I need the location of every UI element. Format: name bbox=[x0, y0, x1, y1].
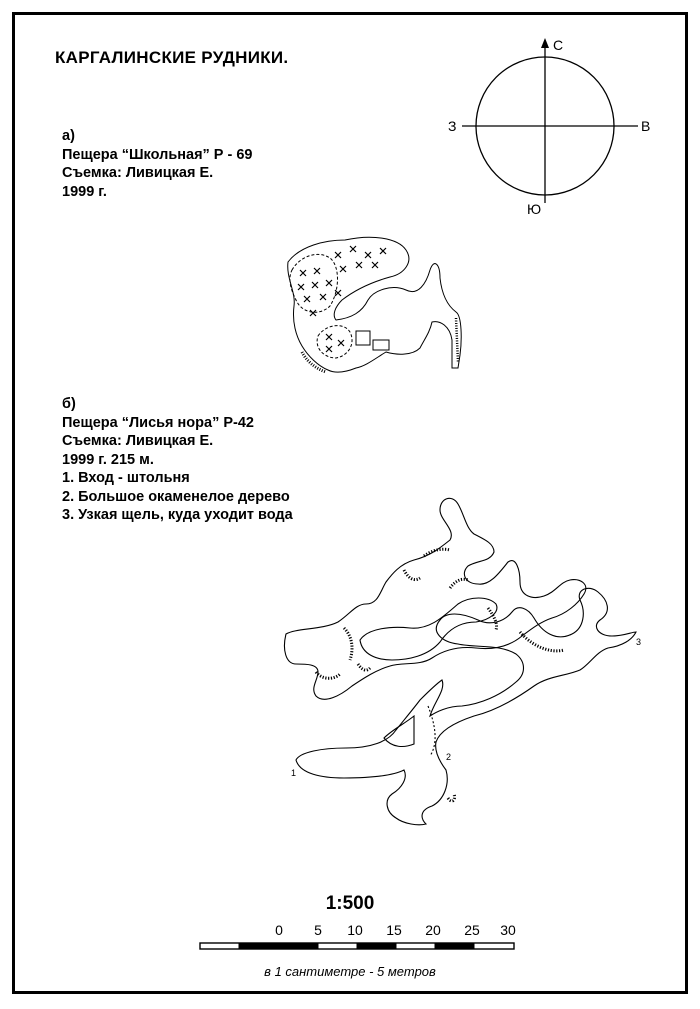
cave-a-name: Пещера “Школьная” Р - 69 bbox=[62, 146, 253, 163]
cave-b-point-2: 2 bbox=[446, 752, 452, 762]
cave-b-upper-hall bbox=[284, 498, 585, 699]
compass-west-label: З bbox=[448, 118, 457, 134]
cave-a-plan bbox=[288, 237, 461, 372]
cave-b-legend-item-2: 2. Большое окаменелое дерево bbox=[62, 488, 290, 505]
cave-b-point-1: 1 bbox=[291, 768, 297, 778]
cave-a-letter: а) bbox=[62, 128, 75, 144]
cave-b-legend-item-1: 1. Вход - штольня bbox=[62, 470, 190, 486]
cave-b-outline bbox=[296, 588, 636, 824]
scale-tick-5: 5 bbox=[314, 922, 322, 938]
scale-seg-8 bbox=[474, 943, 514, 949]
cave-b-rib bbox=[384, 716, 414, 746]
scale-bar bbox=[200, 943, 514, 949]
scale-seg-7 bbox=[435, 943, 474, 949]
cave-b-point-3: 3 bbox=[636, 637, 642, 647]
cave-a-rubble bbox=[302, 352, 326, 372]
cave-a-rubble-2 bbox=[456, 318, 458, 362]
scale-seg-1 bbox=[200, 943, 239, 949]
scale-seg-6 bbox=[396, 943, 435, 949]
compass-rose bbox=[462, 38, 638, 203]
scale-seg-4 bbox=[318, 943, 357, 949]
scale-tick-10: 10 bbox=[347, 922, 363, 938]
compass-south-label: Ю bbox=[527, 201, 542, 217]
cave-b-year: 1999 г. 215 м. bbox=[62, 451, 154, 468]
cave-b-letter: б) bbox=[62, 396, 76, 412]
scale-tick-0: 0 bbox=[275, 922, 283, 938]
cave-b-name: Пещера “Лисья нора” Р-42 bbox=[62, 414, 254, 431]
scale-tick-30: 30 bbox=[500, 922, 516, 938]
scale-tick-25: 25 bbox=[464, 922, 480, 938]
scale-tick-15: 15 bbox=[386, 922, 402, 938]
cave-a-pillar-2 bbox=[373, 340, 389, 350]
cave-b-survey: Съемка: Ливицкая Е. bbox=[62, 433, 214, 449]
cave-a-year: 1999 г. bbox=[62, 183, 107, 200]
scale-seg-5 bbox=[357, 943, 396, 949]
cave-a-outline bbox=[288, 237, 461, 372]
sheet-title: КАРГАЛИНСКИЕ РУДНИКИ. bbox=[55, 48, 289, 67]
scale-tick-20: 20 bbox=[425, 922, 441, 938]
compass-north-label: С bbox=[553, 37, 564, 53]
scale-ratio: 1:500 bbox=[325, 893, 375, 914]
cave-b-passage-lower bbox=[360, 598, 497, 660]
cave-a-pillar bbox=[356, 331, 370, 345]
scale-ticks bbox=[275, 922, 516, 938]
north-arrow-icon bbox=[541, 38, 549, 48]
cave-a-survey: Съемка: Ливицкая Е. bbox=[62, 165, 214, 181]
scale-note: в 1 сантиметре - 5 метров bbox=[264, 964, 436, 979]
compass-east-label: В bbox=[641, 118, 651, 134]
cave-b-rubble-zones bbox=[316, 549, 564, 801]
cave-b-legend-item-3: 3. Узкая щель, куда уходит вода bbox=[62, 507, 293, 523]
cave-a-inner-zone-2 bbox=[317, 326, 352, 358]
cave-a-crosses bbox=[298, 246, 386, 352]
cave-b-plan bbox=[284, 498, 636, 824]
scale-seg-2 bbox=[239, 943, 279, 949]
scale-seg-3 bbox=[279, 943, 318, 949]
